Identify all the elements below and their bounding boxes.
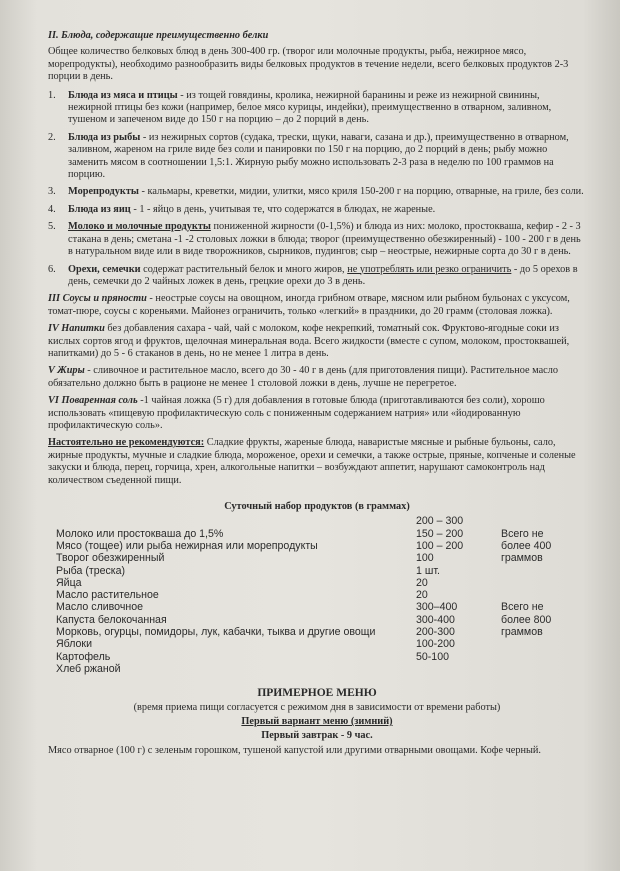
table-cell — [56, 515, 416, 527]
table-cell: 20 — [416, 576, 428, 589]
list-item: 4. Блюда из яиц - 1 - яйцо в день, учитывая те, что содержатся в блюдах, не жареные. — [48, 203, 436, 215]
item-heading: Блюда из мяса и птицы — [68, 89, 178, 101]
table-cell: 300-400 — [416, 613, 455, 626]
menu-title: ПРИМЕРНОЕ МЕНЮ — [257, 687, 377, 700]
table-cell: 50-100 — [416, 650, 449, 663]
protein-items-list — [48, 90, 586, 289]
table-cell: Всего не — [501, 527, 544, 540]
table-cell: 100 – 200 — [416, 540, 464, 552]
table-cell: Масло растительное — [56, 589, 159, 602]
item-heading: Блюда из рыбы — [68, 131, 141, 143]
table-cell: Творог обезжиренный — [56, 552, 165, 565]
drinks-paragraph: IV Напитки без добавления сахара - чай, чай с молоком, кофе некрепкий, томатный сок. Фруктово-ягодные соки из кислых сортов ягод и фруктов, щелочная минеральная вода. Всего жидкости (вместе с супом, молоком, простоквашей, напитками) до 5 - 6 стаканов в день, но не менее 1 литра в день. — [48, 323, 570, 359]
list-item: 5. Молоко и молочные продукты пониженной жирности (0-1,5%) и блюда из них: молоко, простокваша, кефир - 2 - 3 стакана в день; сметана -1 -2 столовых ложки в блюда; творог (преимущественно обезжиренный) - 100 - 200 г в день в натуральном виде или в виде творожников, сырников, пудингов; сыр – неострые, нежирные сорта до 30 г в день. — [48, 221, 581, 258]
table-cell: Яблоки — [56, 638, 92, 651]
table-cell: 200 – 300 — [416, 515, 464, 528]
table-cell: 200-300 — [416, 626, 455, 639]
table-cell: граммов — [501, 552, 543, 565]
list-item: 3. Морепродукты - кальмары, креветки, мидии, улитки, мясо криля 150-200 г на порцию, отварные, на гриле, без соли. — [48, 186, 584, 198]
breakfast-title: Первый завтрак - 9 час. — [261, 730, 373, 742]
table-cell: Рыба (треска) — [56, 564, 126, 577]
salt-paragraph: VI Поваренная соль -1 чайная ложка (5 г) для добавления в готовые блюда (приготавливаются без соли), хорошо использовать «пищевую профилактическую соль с пониженным содержанием натрия» или «йодированную профилактическую соль». — [48, 395, 545, 431]
table-cell — [501, 589, 581, 601]
list-item: 6. Орехи, семечки содержат растительный белок и много жиров, не употреблять или резко ограничить - до 5 орехов в день, семечки до 2 чайных ложек в день, грецкие орехи до 3 в день. — [48, 263, 578, 287]
table-cell: 1 шт. — [416, 564, 440, 577]
intro-paragraph: Общее количество белковых блюд в день 300-400 гр. (творог или молочные продукты, рыба, нежирное мясо, морепродукты), необходимо разнообразить виды белковых продуктов в течение недели, всего белковых продуктов 2-3 порции в день. — [48, 46, 569, 83]
table-cell: 20 — [416, 589, 428, 602]
item-heading: Молоко и молочные продукты — [68, 221, 211, 233]
table-cell: более 400 — [501, 540, 552, 552]
item-heading: Морепродукты — [68, 186, 139, 198]
fats-paragraph: V Жиры - сливочное и растительное масло, всего до 30 - 40 г в день (для приготовления пищи). Растительное масло обязательно должно быть в рационе не менее 1 столовой ложки в день, лучше не перегретое. — [48, 365, 559, 389]
daily-set-title: Суточный набор продуктов (в граммах) — [224, 501, 410, 512]
table-cell: Всего не — [501, 601, 544, 614]
menu-variant-title: Первый вариант меню (зимний) — [241, 716, 393, 728]
list-item: 1. Блюда из мяса и птицы - из тощей говядины, кролика, нежирной баранины и реже из нежирной свинины, нежирной птицы без кожи (например, белое мясо курицы, индейки), преимущественно в отварном, заливном, тушеном и запеченом виде до 150 г на порцию – до 2 порций в день. — [48, 89, 552, 126]
breakfast-text: Мясо отварное (100 г) с зеленым горошком, тушеной капустой или другими отварными овощами. Кофе черный. — [48, 744, 542, 756]
table-cell — [501, 565, 581, 577]
table-cell: Молоко или простокваша до 1,5% — [56, 527, 224, 540]
item-heading: Орехи, семечки — [68, 263, 141, 275]
table-cell: Картофель — [56, 650, 111, 663]
table-cell — [501, 638, 581, 650]
table-cell: Яйца — [56, 576, 82, 589]
item-heading: Блюда из яиц — [68, 203, 131, 215]
section-title: II. Блюда, содержащие преимущественно белки — [48, 30, 269, 41]
table-cell: Морковь, огурцы, помидоры, лук, кабачки, тыква и другие овощи — [56, 626, 376, 639]
table-cell: 300–400 — [416, 601, 458, 614]
table-cell: Масло сливочное — [56, 601, 143, 614]
table-cell: 100-200 — [416, 638, 455, 651]
table-cell: Хлеб ржаной — [56, 662, 121, 675]
table-cell: более 800 — [501, 613, 552, 626]
table-cell — [501, 515, 581, 527]
table-cell: 150 – 200 — [416, 527, 464, 540]
table-cell — [416, 663, 501, 675]
daily-set-table — [56, 515, 586, 675]
table-cell: граммов — [501, 626, 543, 639]
table-cell: 100 — [416, 552, 434, 565]
table-cell: Капуста белокочанная — [56, 613, 167, 626]
table-cell: Мясо (тощее) или рыба нежирная или морепродукты — [56, 540, 318, 552]
table-cell — [501, 577, 581, 589]
table-cell — [501, 651, 581, 663]
table-cell — [501, 663, 581, 675]
sauces-paragraph: III Соусы и пряности - неострые соусы на овощном, иногда грибном отваре, мясном или рыбном бульонах с уксусом, томат-пюре, соусы с кореньями. Майонез ограничить, только «легкий» в праздники, до 20 грамм (столовая ложка). — [48, 293, 570, 317]
not-recommended-paragraph: Настоятельно не рекомендуются: Сладкие фрукты, жареные блюда, наваристые мясные и рыбные бульоны, сало, жирные продукты, мучные и сладкие блюда, мороженое, орехи и семечки, а также острые, пряные, копченые и соленые закуски и блюда, перец, горчица, хрен, алкогольные напитки – возбуждают аппетит, нарушают самоконтроль над количеством съеденной пищи. — [48, 437, 576, 486]
list-item: 2. Блюда из рыбы - из нежирных сортов (судака, трески, щуки, наваги, сазана и др.), преимущественно в отварном, заливном, жареном на гриле виде без соли и панировки по 150 г на порцию, до 2 порций в день; рыбу можно заменить мясом в соотношении 1,5:1. Жирную рыбу можно использовать 2-3 раза в неделю по 100 граммов на порцию. — [48, 131, 569, 181]
menu-note: (время приема пищи согласуется с режимом дня в зависимости от времени работы) — [133, 701, 501, 713]
